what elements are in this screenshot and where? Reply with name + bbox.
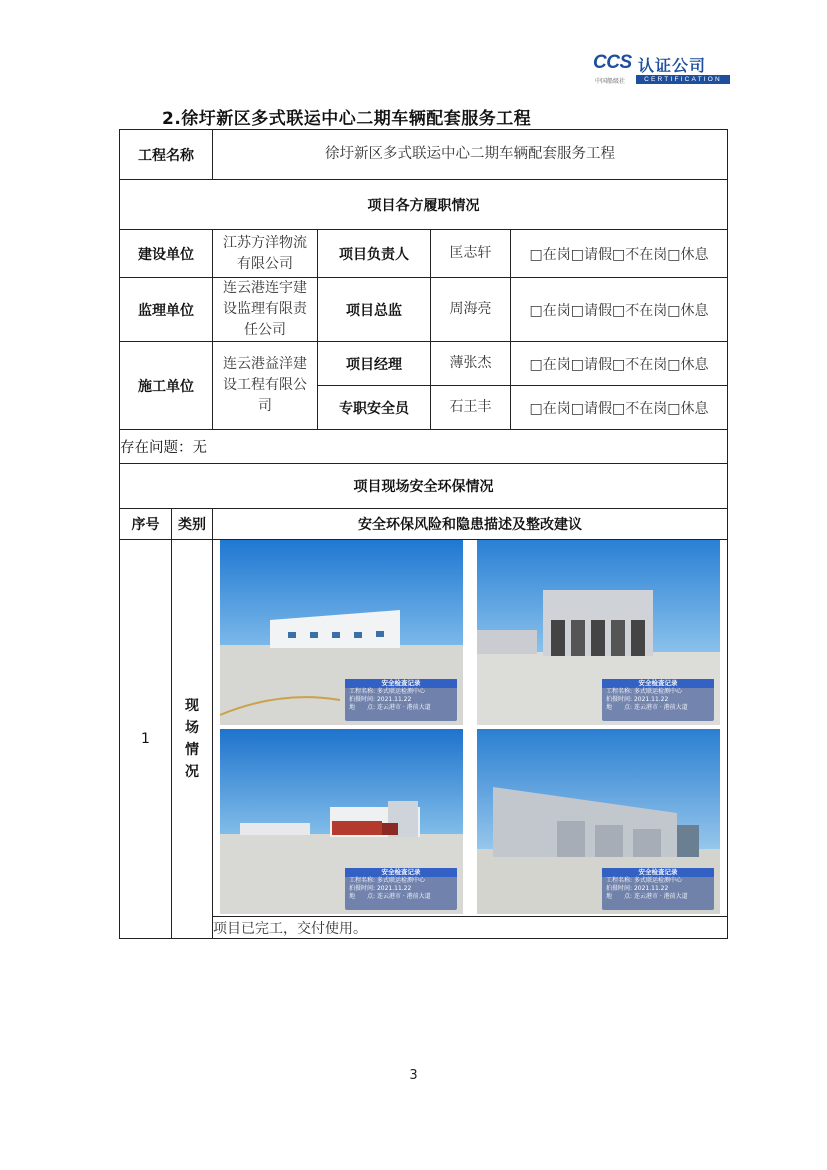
page-number: 3 — [409, 1068, 418, 1083]
ccs-logo: CCS 认证公司 中国船级社 CERTIFICATION — [593, 52, 733, 86]
construction-unit-value: 江苏方洋物流有限公司 — [213, 230, 318, 278]
row-index: 1 — [120, 540, 172, 939]
chief-supervisor-label: 项目总监 — [318, 278, 431, 342]
project-leader-status: □在岗□请假□不在岗□休息 — [511, 230, 728, 278]
project-leader-label: 项目负责人 — [318, 230, 431, 278]
row-caption: 项目已完工，交付使用。 — [213, 917, 728, 939]
safety-title: 项目现场安全环保情况 — [120, 464, 728, 509]
section-heading: 2.徐圩新区多式联运中心二期车辆配套服务工程 — [162, 109, 532, 129]
column-category: 类别 — [172, 509, 213, 540]
photo-grid — [220, 540, 720, 916]
safety-officer-status: □在岗□请假□不在岗□休息 — [511, 386, 728, 430]
supervision-unit-value: 连云港连宇建设监理有限责任公司 — [213, 278, 318, 342]
chief-supervisor-status: □在岗□请假□不在岗□休息 — [511, 278, 728, 342]
construction-unit-label: 建设单位 — [120, 230, 213, 278]
project-name-label: 工程名称 — [120, 130, 213, 180]
photo-cell — [213, 540, 728, 917]
inspection-stamp: 安全检查记录 工程名称: 多式联运检测中心 拍摄时间: 2021.11.22 地 点: 连云港市 · 港前大道 — [602, 868, 714, 910]
chief-supervisor-name: 周海亮 — [431, 278, 511, 342]
builder-unit-label: 施工单位 — [120, 342, 213, 430]
project-manager-label: 项目经理 — [318, 342, 431, 386]
builder-unit-value: 连云港益洋建设工程有限公司 — [213, 342, 318, 430]
site-photo — [220, 729, 463, 914]
column-index: 序号 — [120, 509, 172, 540]
issues-text: 存在问题：无 — [120, 430, 728, 464]
supervision-unit-label: 监理单位 — [120, 278, 213, 342]
inspection-stamp: 安全检查记录 工程名称: 多式联运检测中心 拍摄时间: 2021.11.22 地 点: 连云港市 · 港前大道 — [602, 679, 714, 721]
project-manager-status: □在岗□请假□不在岗□休息 — [511, 342, 728, 386]
safety-officer-name: 石王丰 — [431, 386, 511, 430]
performance-title: 项目各方履职情况 — [120, 180, 728, 230]
inspection-form — [119, 129, 728, 939]
site-photo — [477, 540, 720, 725]
site-photo — [477, 729, 720, 914]
row-category: 现场情况 — [172, 540, 213, 939]
column-description: 安全环保风险和隐患描述及整改建议 — [213, 509, 728, 540]
inspection-stamp: 安全检查记录 工程名称: 多式联运检测中心 拍摄时间: 2021.11.22 地 点: 连云港市 · 港前大道 — [345, 868, 457, 910]
project-name-value: 徐圩新区多式联运中心二期车辆配套服务工程 — [213, 130, 728, 180]
inspection-stamp: 安全检查记录 工程名称: 多式联运检测中心 拍摄时间: 2021.11.22 地 点: 连云港市 · 港前大道 — [345, 679, 457, 721]
safety-officer-label: 专职安全员 — [318, 386, 431, 430]
project-leader-name: 匡志轩 — [431, 230, 511, 278]
project-manager-name: 薄张杰 — [431, 342, 511, 386]
site-photo — [220, 540, 463, 725]
